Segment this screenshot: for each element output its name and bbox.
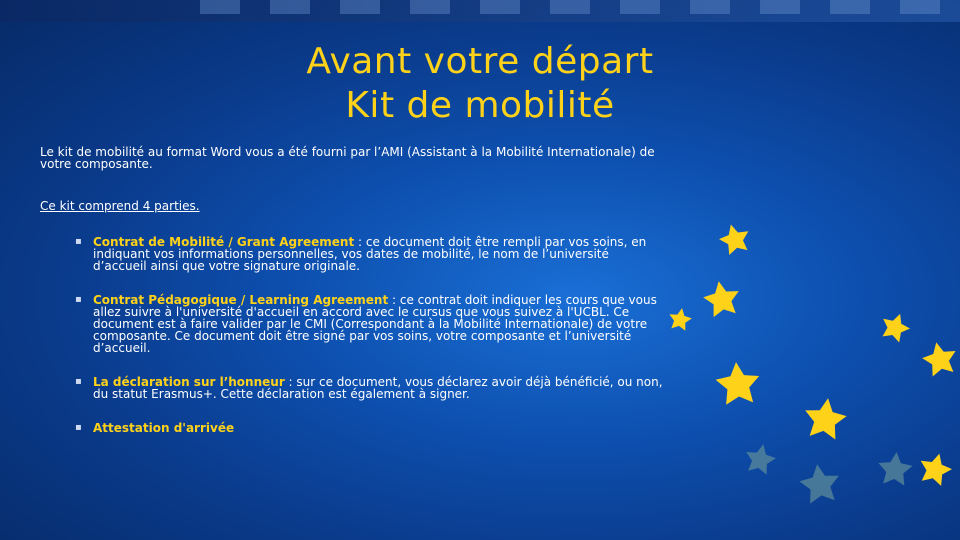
star-icon — [797, 461, 842, 504]
star-icon — [701, 278, 743, 318]
star-icon — [877, 451, 914, 486]
title-line-1: Avant votre départ — [306, 41, 654, 82]
slide-title — [0, 40, 960, 128]
list-item — [75, 236, 665, 272]
bullet-icon: ▪ — [75, 236, 82, 247]
item-desc: : sur ce document, vous déclarez avoir déjà bénéficié, ou non, du statut Erasmus+. Cette déclaration est également à signer. — [93, 375, 663, 401]
list-item — [75, 294, 665, 354]
item-term: Contrat Pédagogique / Learning Agreement — [93, 293, 389, 307]
star-icon — [916, 449, 955, 487]
item-term: Contrat de Mobilité / Grant Agreement — [93, 235, 355, 249]
item-term: Attestation d'arrivée — [93, 421, 235, 435]
intro-paragraph: Le kit de mobilité au format Word vous a été fourni par l’AMI (Assistant à la Mobilité Internationale) de votre composante. — [40, 145, 655, 171]
star-icon — [802, 395, 849, 440]
bullet-icon: ▪ — [75, 376, 82, 387]
top-banner-pattern — [200, 0, 960, 14]
star-icon — [742, 441, 778, 476]
star-icon — [667, 306, 693, 331]
list-item — [75, 422, 665, 434]
bullet-icon: ▪ — [75, 422, 82, 433]
item-desc: : ce document doit être rempli par vos soins, en indiquant vos informations personnelles, vos dates de mobilité, le nom de l’université d’accueil ainsi que votre signature originale. — [93, 235, 647, 273]
star-icon — [877, 309, 913, 344]
list-item — [75, 376, 665, 400]
star-icon — [714, 360, 761, 405]
item-desc: : ce contrat doit indiquer les cours que vous allez suivre à l'université d'accueil en accord avec le cursus que vous suivez à l'UCBL. Ce document est à faire valider par le CMI (Correspondant à la Mobilité Internationale) de votre composante. Ce document doit être signé par vos soins, votre composante et l’université d’accueil. — [93, 293, 657, 355]
title-line-2: Kit de mobilité — [345, 85, 615, 126]
star-icon — [716, 221, 753, 257]
item-term: La déclaration sur l’honneur — [93, 375, 285, 389]
bullet-icon: ▪ — [75, 294, 82, 305]
summary-line: Ce kit comprend 4 parties. — [40, 199, 200, 213]
parts-list — [75, 236, 665, 434]
star-icon — [920, 339, 960, 378]
